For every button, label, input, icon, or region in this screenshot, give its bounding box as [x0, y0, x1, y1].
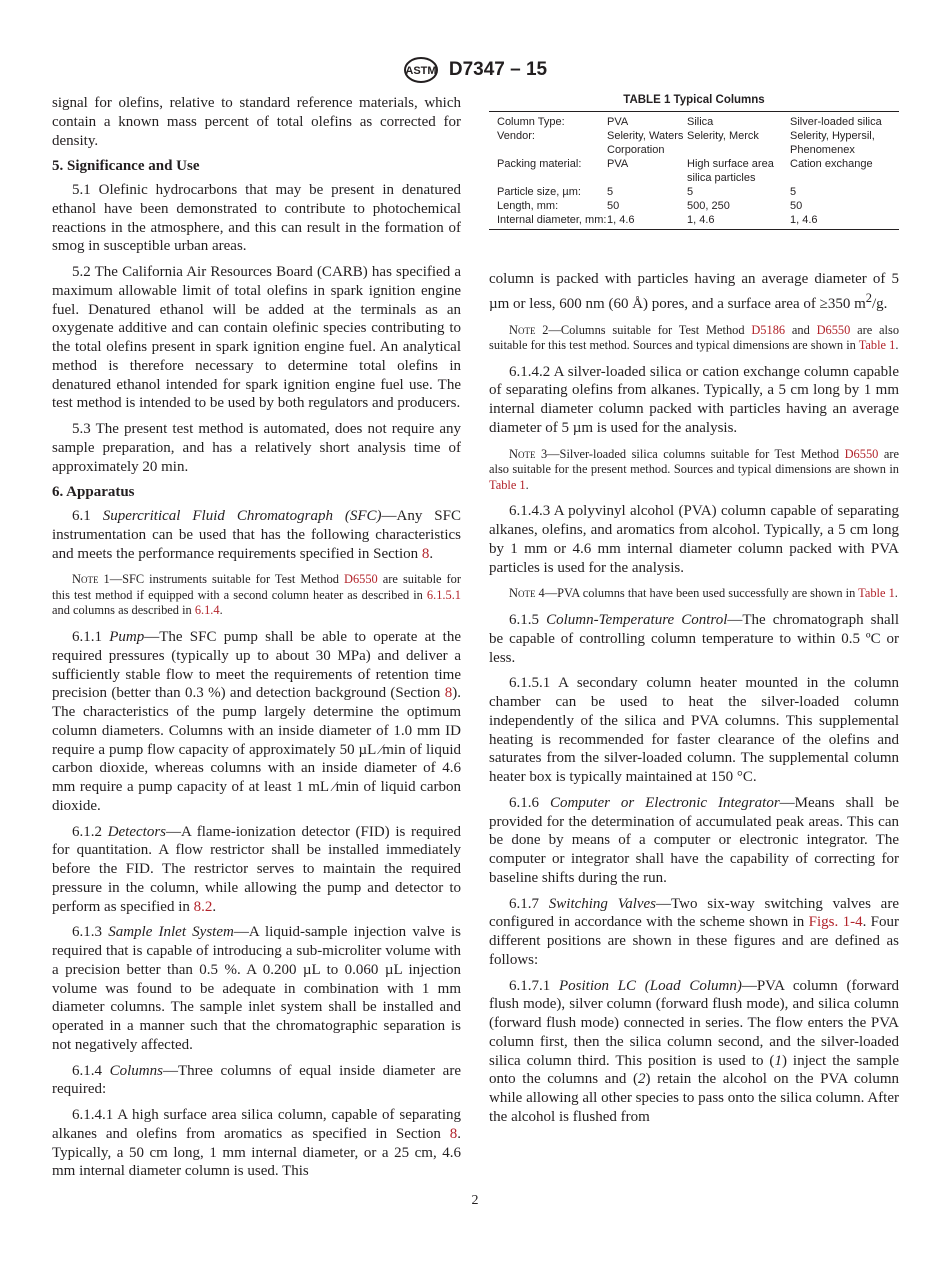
- text-segment: Position LC (Load Column): [558, 977, 742, 994]
- text-segment: 6.1.4.2 A silver-loaded silica or cation exchange column capable of separating olefins from alkanes. Typically, a 5 cm long by 1 mm internal diameter column packed with particles having an average diameter of 5 µm is used for the analysis.: [489, 363, 899, 436]
- paragraph: [52, 181, 461, 256]
- text-segment: 6.1.3: [72, 924, 109, 941]
- paragraph: [489, 363, 899, 438]
- page-header: [0, 56, 950, 84]
- cross-reference-link[interactable]: Table 1: [858, 338, 896, 353]
- text-segment: —PVA column (forward flush mode), silver column (forward flush mode), and silica column (forward flush mode) connected in series. The flow enters the PVA column first, then the silica column second, and the silver-loaded silica column third. This position is used to (: [489, 977, 900, 1069]
- paragraph: [52, 628, 461, 816]
- text-segment: 6.1.4.1 A high surface area silica column, capable of separating alkanes and olefins from aromatics as specified in Section: [52, 1107, 461, 1142]
- document-designation: D7347 – 15: [448, 59, 548, 80]
- astm-logo-icon: [403, 56, 439, 84]
- text-segment: and columns as described in: [52, 603, 195, 618]
- table-cell: 5: [790, 186, 797, 198]
- row-label: Packing material:: [497, 158, 582, 170]
- paragraph: [489, 895, 899, 970]
- table-cell: 1, 4.6: [790, 214, 818, 226]
- table-cell: Silver-loaded silica: [790, 116, 882, 128]
- note: [52, 572, 461, 619]
- cross-reference-link[interactable]: D6550: [344, 572, 378, 587]
- text-segment: .: [212, 898, 217, 915]
- table-cell: 50: [607, 200, 620, 212]
- text-segment: ) retain the alcohol on the PVA column while allowing all other species to pass onto the silica column. After the alcohol is flushed from: [489, 1071, 899, 1125]
- text-segment: Switching Valves: [548, 895, 657, 912]
- table-cell: 1, 4.6: [607, 214, 635, 226]
- text-segment: 1: [774, 1052, 782, 1069]
- cross-reference-link[interactable]: Table 1: [858, 586, 895, 601]
- paragraph: [52, 1062, 461, 1100]
- cross-reference-link[interactable]: D6550: [844, 446, 879, 461]
- text-segment: 6.1.1: [72, 629, 110, 646]
- cross-reference-link[interactable]: 8: [421, 545, 430, 562]
- text-segment: Computer or Electronic Integrator: [549, 794, 780, 811]
- paragraph: [489, 270, 899, 314]
- note: [489, 586, 899, 602]
- table-cell: PVA: [607, 116, 629, 128]
- table-cell: PVA: [607, 158, 629, 170]
- text-segment: .: [219, 603, 223, 618]
- table-row: [489, 157, 899, 185]
- table-cell: Selerity, Hypersil, Phenomenex: [790, 130, 875, 156]
- cross-reference-link[interactable]: D5186: [751, 322, 786, 337]
- left-column: [52, 94, 461, 1188]
- paragraph: [52, 923, 461, 1054]
- row-label: Length, mm:: [497, 200, 559, 212]
- table-cell: Selerity, Waters Corporation: [607, 130, 684, 156]
- text-segment: 4—PVA columns that have been used successfully are shown in: [535, 586, 859, 601]
- text-segment: .: [525, 477, 529, 492]
- table-cell: 50: [790, 200, 803, 212]
- text-segment: 6.1: [72, 508, 103, 524]
- text-segment: /g.: [872, 295, 888, 312]
- text-segment: —The SFC pump shall be able to operate at the required pressures (typically up to about 30 MPa) and deliver a sufficiently stable flow to meet the requirements of retention time precision (better than 0.3 %) and detection background (Section: [52, 629, 462, 702]
- cross-reference-link[interactable]: 8: [444, 685, 453, 702]
- text-segment: .: [429, 545, 434, 562]
- table-cell: 5: [607, 186, 614, 198]
- text-segment: Columns: [109, 1062, 163, 1079]
- paragraph: [489, 611, 899, 667]
- text-segment: Note: [72, 572, 99, 587]
- text-segment: 6.1.7: [509, 895, 549, 912]
- text-segment: 6.1.6: [509, 794, 550, 811]
- table-cell: 1, 4.6: [687, 214, 715, 226]
- paragraph: [52, 1106, 461, 1181]
- paragraph: [489, 674, 899, 787]
- cross-reference-link[interactable]: Figs. 1-4: [808, 914, 863, 931]
- section-heading: 6. Apparatus: [52, 484, 135, 501]
- right-column-text: [489, 270, 899, 1127]
- note: [489, 323, 899, 354]
- text-segment: 5.1 Olefinic hydrocarbons that may be present in denatured ethanol have been demonstrated to contribute to photochemical reactions in the atmosphere, and this can result in the formation of smog in susceptible urban areas.: [52, 182, 461, 255]
- text-segment: 5.3 The present test method is automated, does not require any sample preparation, and has a relatively short analysis time of approximately 20 min.: [52, 421, 461, 475]
- text-segment: —Means shall be provided for the determination of accumulated peak areas. This can be done by means of a computer or electronic integrator. The computer or integrator shall have the capability of correcting for baseline shifts during the run.: [489, 794, 899, 886]
- text-segment: and: [785, 322, 817, 337]
- text-segment: —Any SFC instrumentation can be used that has the following characteristics and meets the performance requirements specified in Section: [52, 508, 461, 562]
- paragraph: [52, 94, 461, 150]
- text-segment: Pump: [109, 629, 145, 646]
- cross-reference-link[interactable]: 8: [449, 1125, 458, 1142]
- paragraph: [52, 507, 461, 563]
- text-segment: are also suitable for the present method. Sources and typical dimensions are shown in: [489, 446, 899, 477]
- text-segment: —Three columns of equal inside diameter are required:: [52, 1062, 461, 1098]
- row-label: Internal diameter, mm:: [497, 214, 607, 226]
- table-cell: Cation exchange: [790, 158, 873, 170]
- cross-reference-link[interactable]: D6550: [816, 322, 851, 337]
- text-segment: are also suitable for this test method. Sources and typical dimensions are shown in: [489, 322, 900, 353]
- text-segment: . Four different positions are shown in these figures and are defined as follows:: [489, 914, 900, 968]
- table-row: [489, 185, 899, 199]
- text-segment: 3—Silver-loaded silica columns suitable for Test Method: [535, 446, 845, 461]
- svg-text:ASTM: ASTM: [405, 65, 437, 77]
- table-cell: 5: [687, 186, 694, 198]
- text-segment: 1—SFC instruments suitable for Test Method: [98, 572, 345, 587]
- cross-reference-link[interactable]: 8.2: [193, 898, 213, 915]
- text-segment: .: [894, 586, 898, 601]
- table-cell: High surface area silica particles: [687, 158, 774, 184]
- table-row: [489, 129, 899, 157]
- text-segment: 2: [637, 1071, 646, 1088]
- section-heading: 5. Significance and Use: [52, 158, 200, 175]
- text-segment: 2—Columns suitable for Test Method: [535, 322, 752, 337]
- text-segment: Sample Inlet System: [108, 924, 234, 941]
- paragraph: [489, 977, 899, 1127]
- text-segment: 5.2 The California Air Resources Board (CARB) has specified a maximum allowable limit of total olefins in spark ignition engine fuel. Denatured ethanol will be added at the terminals as an oxygenate additive and can contain olefinic species contributing to the total olefins present in spark ignition engine fuel. An analytical method is therefore necessary to determine total olefins in denatured ethanol intended for spark ignition engine fuel use. The test method is intended to be used by both regulators and producers.: [52, 264, 461, 412]
- text-segment: 2: [865, 290, 873, 305]
- text-segment: Note: [509, 446, 536, 461]
- text-segment: Detectors: [107, 823, 167, 840]
- text-segment: —Two six-way switching valves are configured in accordance with the scheme shown in: [489, 895, 899, 931]
- text-segment: ). The characteristics of the pump largely determine the optimum column diameters. Columns with an inside diameter of 1.0 mm ID require a pump flow capacity of approximately 50 µL ⁄min of liquid carbon dioxide, whereas columns with an inside diameter of 4.6 mm require a pump capacity of at least 1 mL ⁄min of liquid carbon dioxide.: [52, 685, 461, 814]
- text-segment: 6.1.5.1 A secondary column heater mounted in the column chamber can be used to heat the silver-loaded column independently of the silica and PVA columns. This supplemental heating is recommended for faster clearance of the olefins and saturates from the silver-loaded column. The supplemental column heater box is typically maintained at 150 °C.: [489, 675, 899, 786]
- table-row: [489, 213, 899, 230]
- text-segment: 6.1.7.1: [509, 977, 559, 994]
- row-label: Particle size, µm:: [497, 186, 581, 198]
- text-segment: Note: [509, 586, 536, 601]
- page-number: 2: [471, 1193, 479, 1208]
- paragraph: [489, 794, 899, 888]
- text-segment: ) inject the sample onto the columns and (: [489, 1052, 899, 1088]
- text-segment: . Typically, a 50 cm long, 1 mm internal diameter, or a 25 cm, 4.6 mm internal diameter column is used. This: [52, 1125, 461, 1180]
- cross-reference-link[interactable]: 6.1.4: [194, 603, 220, 618]
- note: [489, 447, 899, 494]
- row-label: Vendor:: [497, 130, 535, 142]
- typical-columns-table: [489, 111, 899, 230]
- text-segment: —A flame-ionization detector (FID) is required for quantitation. A flow restrictor shall be installed immediately before the FID. The restrictor serves to maintain the required pressure in the column, while allowing the pump and detector to perform as specified in: [52, 823, 461, 915]
- text-segment: 6.1.4: [72, 1062, 110, 1079]
- text-segment: Column-Temperature Control: [546, 612, 728, 629]
- text-segment: 6.1.5: [509, 612, 547, 629]
- table-cell: Selerity, Merck: [687, 130, 759, 142]
- cross-reference-link[interactable]: Table 1: [489, 477, 526, 492]
- paragraph: [52, 420, 461, 476]
- table-title: TABLE 1 Typical Columns: [623, 94, 765, 106]
- right-column: [489, 94, 899, 1134]
- text-segment: column is packed with particles having an average diameter of 5 µm or less, 600 nm (60 Å) pores, and a surface area of ≥350 m: [489, 271, 899, 312]
- text-segment: are suitable for this test method if equipped with a second column heater as described in: [52, 572, 462, 602]
- paragraph: [52, 263, 461, 413]
- paragraph: [52, 823, 461, 917]
- text-segment: signal for olefins, relative to standard reference materials, which contain a known mass percent of total olefins as corrected for density.: [52, 95, 461, 149]
- paragraph: [489, 502, 899, 577]
- text-segment: —A liquid-sample injection valve is required that is capable of introducing a sub-microliter volume with a precision better than 0.5 %. A 0.200 µL to 0.060 µL injection volume was found to be adequate in combination with 1 mm diameter columns. The sample inlet system shall be installed and operated in a manner such that the chromatographic separation is not negatively affected.: [52, 924, 462, 1053]
- text-segment: Note: [509, 322, 536, 337]
- text-segment: Supercritical Fluid Chromatograph (SFC): [102, 508, 382, 524]
- text-segment: —The chromatograph shall be capable of controlling column temperature to within 0.5 ºC or less.: [489, 612, 900, 666]
- text-segment: 6.1.4.3 A polyvinyl alcohol (PVA) column capable of separating alkanes, olefins, and aromatics from alcohol. Typically, a 5 cm long by 1 mm or 4.6 mm internal diameter column packed with PVA particles is used for the analysis.: [489, 503, 899, 576]
- cross-reference-link[interactable]: 6.1.5.1: [426, 587, 461, 602]
- row-label: Column Type:: [497, 116, 565, 128]
- table-row: [489, 199, 899, 213]
- table-row: [489, 112, 899, 130]
- text-segment: 6.1.2: [72, 823, 108, 840]
- table-1: [489, 94, 899, 230]
- table-cell: Silica: [687, 116, 714, 128]
- text-segment: .: [895, 338, 899, 353]
- table-cell: 500, 250: [687, 200, 730, 212]
